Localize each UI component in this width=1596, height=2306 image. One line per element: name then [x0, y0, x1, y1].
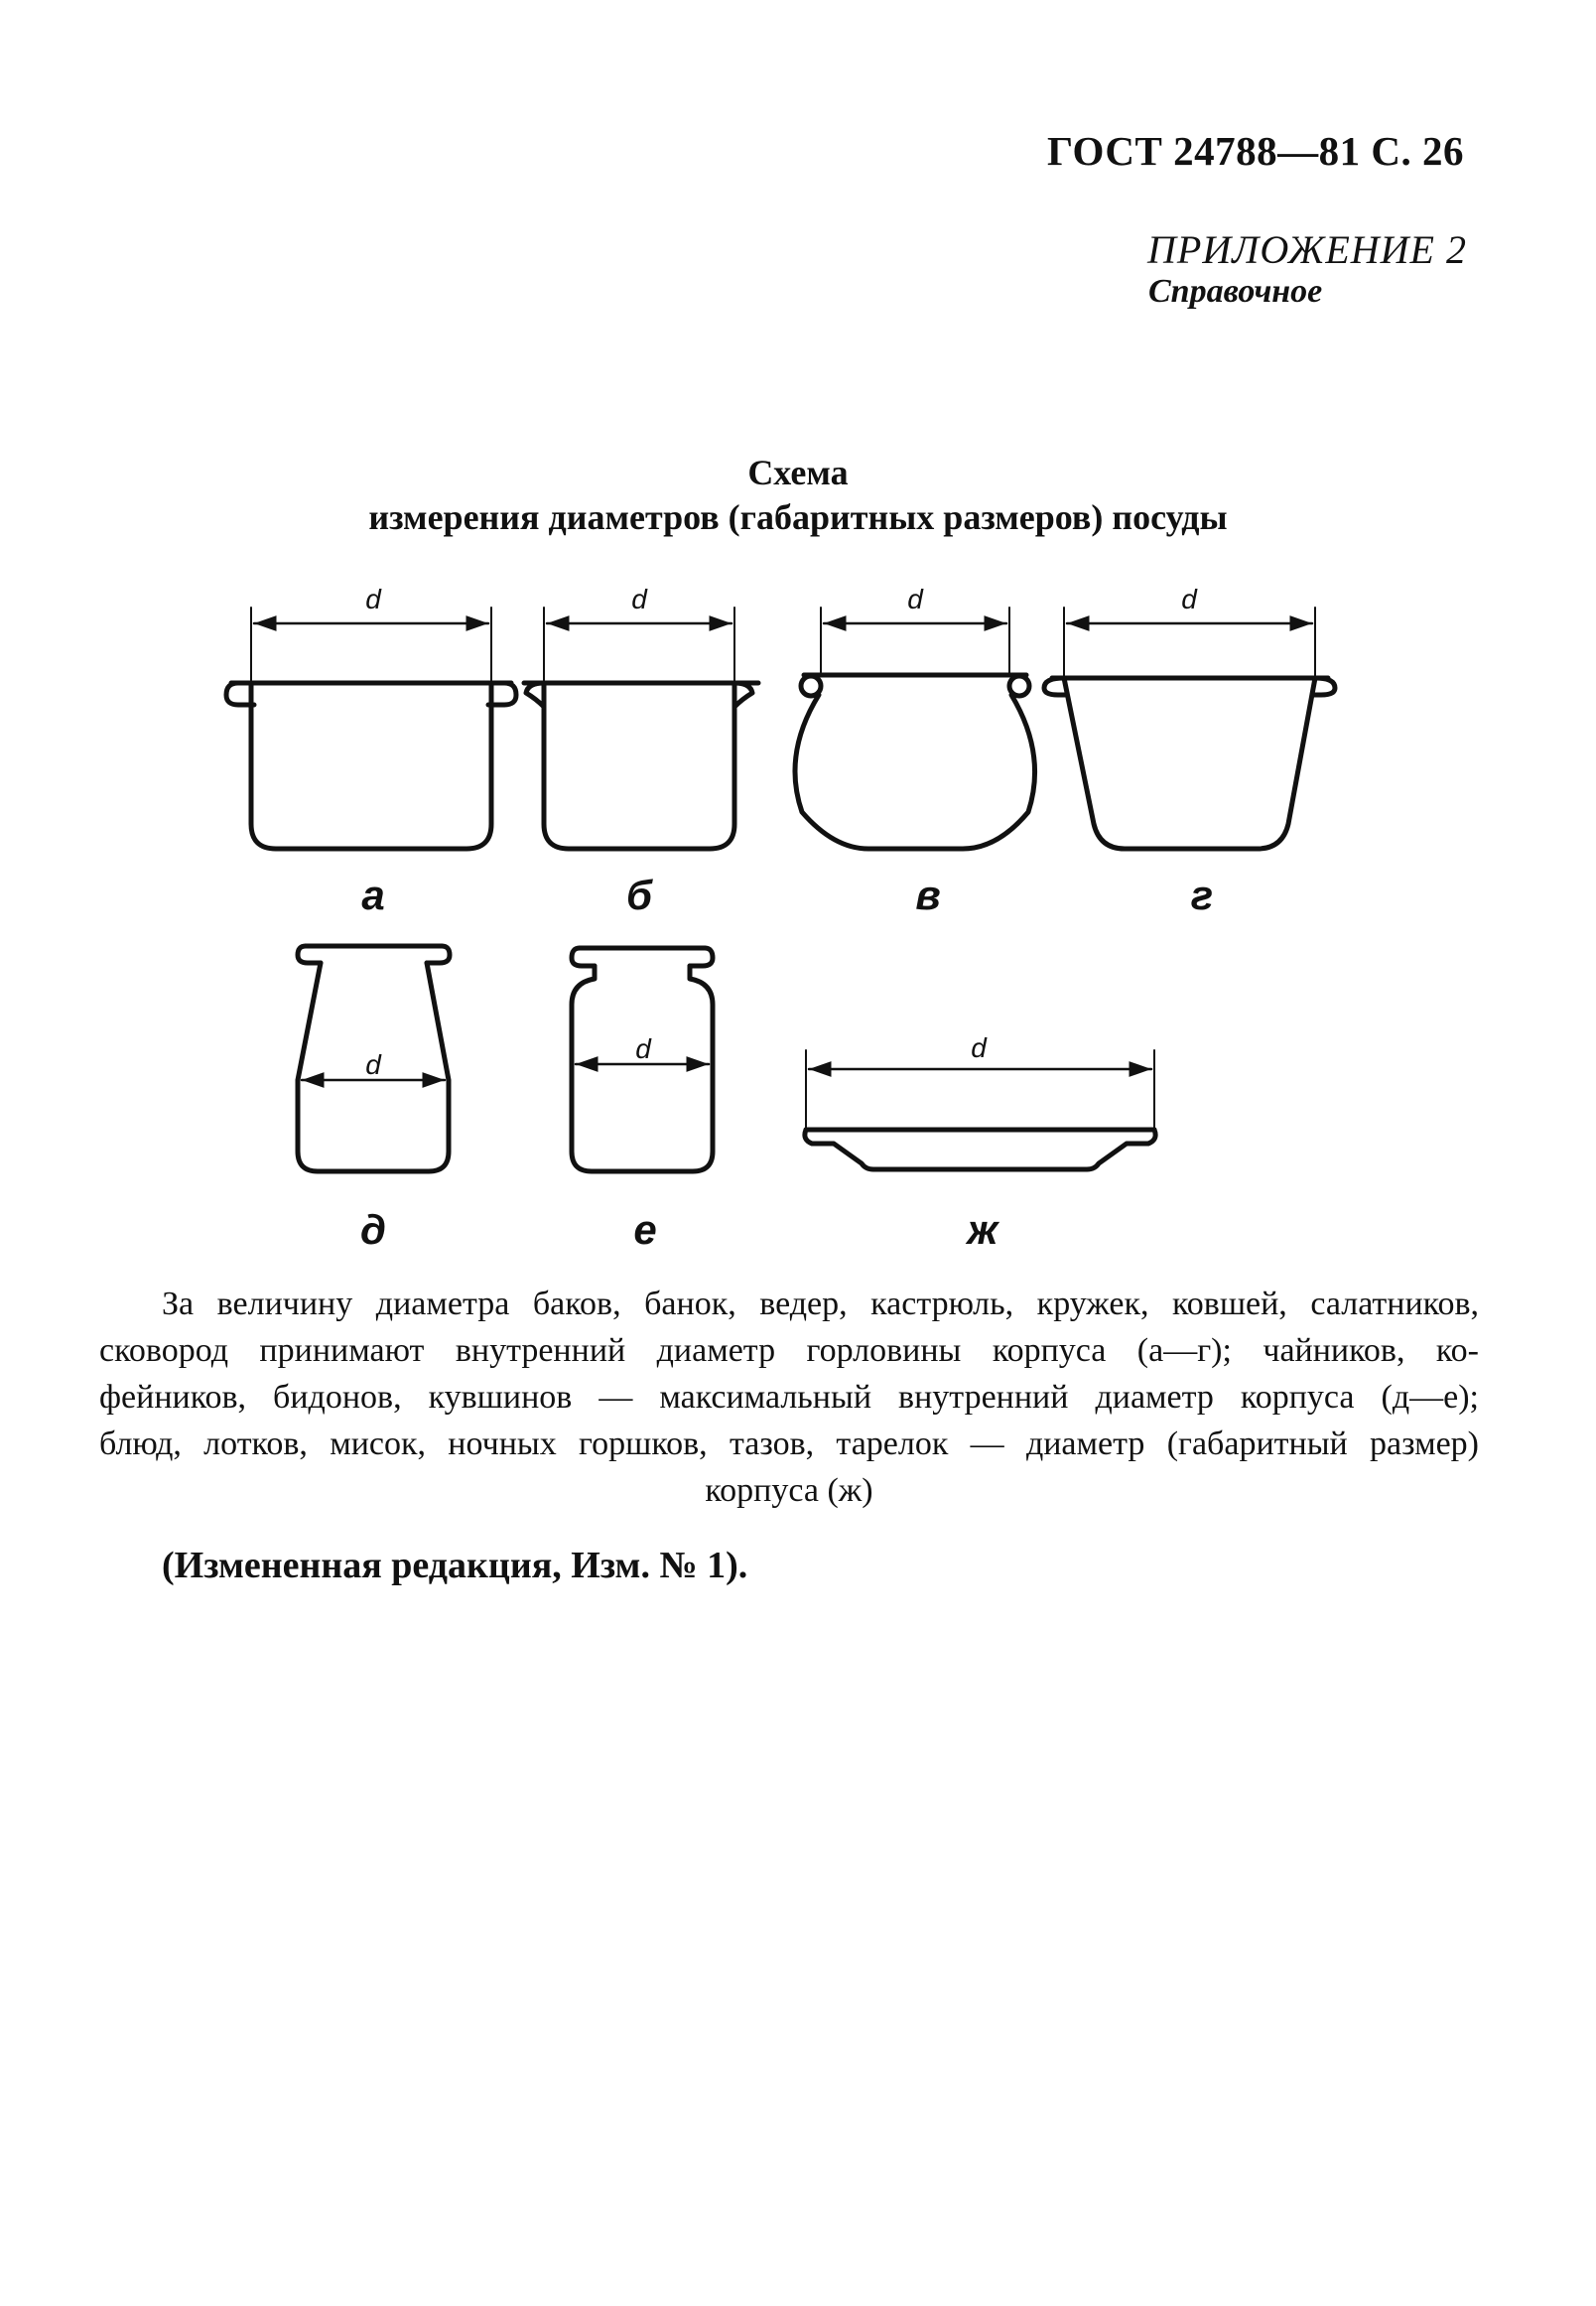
caption-line: фейников, бидонов, кувшинов — максимальный внутренний диаметр корпуса (д—е);	[99, 1379, 1479, 1416]
dimension-label-e: d	[635, 1033, 651, 1064]
label-d: д	[360, 1206, 386, 1253]
caption-line: сковород принимают внутренний диаметр горловины корпуса (а—г); чайников, ко-	[99, 1332, 1479, 1369]
dimension-label-v: d	[907, 584, 923, 614]
appendix-title: ПРИЛОЖЕНИЕ 2	[1147, 227, 1467, 272]
vessel-a	[226, 608, 516, 849]
dimension-label-a: d	[365, 584, 381, 614]
caption-line: блюд, лотков, мисок, ночных горшков, тазов, тарелок — диаметр (габаритный размер)	[99, 1425, 1479, 1462]
dimension-label-d: d	[365, 1049, 381, 1080]
vessel-v	[795, 608, 1035, 849]
measurement-description	[99, 1281, 1479, 1514]
vessel-b	[524, 608, 758, 849]
figure-title: Схема	[747, 453, 849, 492]
dimension-label-zh: d	[971, 1032, 987, 1063]
label-a: а	[361, 872, 385, 918]
caption-line: За величину диаметра баков, банок, ведер, кастрюль, кружек, ковшей, салатников,	[162, 1286, 1479, 1322]
label-zh: ж	[967, 1206, 998, 1253]
figure-subtitle: измерения диаметров (габаритных размеров) посуды	[368, 497, 1228, 537]
revision-note: (Измененная редакция, Изм. № 1).	[162, 1545, 748, 1586]
label-v: в	[915, 872, 941, 918]
label-e: е	[633, 1206, 657, 1253]
label-g: г	[1190, 872, 1214, 918]
caption-line: корпуса (ж)	[705, 1472, 873, 1509]
vessel-zh	[805, 1050, 1155, 1169]
dimension-label-b: d	[631, 584, 647, 614]
label-b: б	[625, 872, 653, 918]
standard-reference: ГОСТ 24788—81 С. 26	[1046, 128, 1464, 174]
appendix-type: Справочное	[1148, 273, 1323, 310]
vessel-diagram	[0, 556, 1596, 1271]
dimension-label-g: d	[1181, 584, 1197, 614]
vessel-g	[1044, 608, 1335, 849]
